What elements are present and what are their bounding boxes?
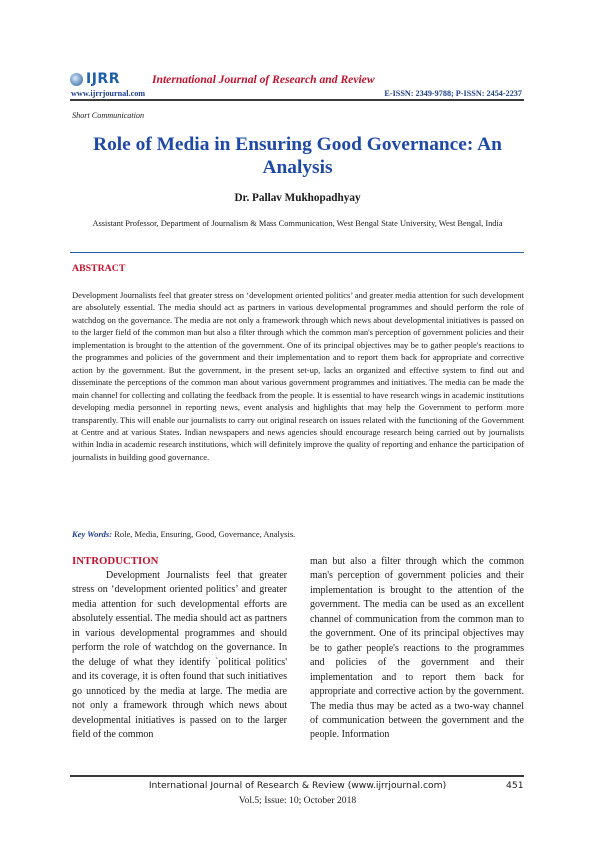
keywords-list: Role, Media, Ensuring, Good, Governance, Analysis. <box>114 529 296 539</box>
logo-text: IJRR <box>86 71 120 87</box>
body-column-right: man but also a filter through which the common man's perception of government policies and their implementation is brought to the attention of the government. The media can be used as an excellent channel of communication from the common man to the government. One of its principal objectives may be to gather people's reactions to the programmes and policies of the government and their implementation and to report them back for appropriate and corrective action by the government. The media thus may be acted as a two-way channel of communication between the government and the people. Information <box>310 556 524 741</box>
footer-volume-line: Vol.5; Issue: 10; October 2018 <box>238 795 357 806</box>
abstract-heading: ABSTRACT <box>72 263 126 274</box>
body-column-left: Development Journalists feel that greater stress on ‘development oriented politics’ and greater media attention for such developmental efforts are absolutely essential. The media should act as partners in various developmental programmes and should perform the role of watchdog on the governance. In the deluge of what they identify `political politics' and its coverage, it is often found that such initiatives go unnoticed by the media at large. The media are not only a framework through which news about developmental initiatives is passed on to the larger field of the common <box>72 570 287 740</box>
author-name: Dr. Pallav Mukhopadhyay <box>234 192 361 204</box>
footer-journal-line: International Journal of Research & Review (www.ijrrjournal.com) <box>148 780 447 791</box>
article-title: Role of Media in Ensuring Good Governance: An Analysis <box>93 134 502 178</box>
page-number: 451 <box>506 780 524 791</box>
journal-website-link[interactable]: www.ijrrjournal.com <box>71 89 146 98</box>
journal-logo <box>70 71 152 88</box>
keywords-line <box>72 529 524 539</box>
journal-name: International Journal of Research and Review <box>152 73 375 86</box>
keywords-label: Key Words: <box>72 529 113 539</box>
article-type: Short Communication <box>72 111 145 120</box>
footer-divider <box>70 775 524 777</box>
introduction-heading: INTRODUCTION <box>72 555 159 567</box>
author-affiliation: Assistant Professor, Department of Journalism & Mass Communication, West Bengal State University, West Bengal, India <box>92 219 503 228</box>
globe-icon <box>70 73 83 86</box>
affiliation-divider <box>70 252 524 253</box>
abstract-text: Development Journalists feel that greater stress on ‘development oriented politics’ and greater media attention for such development are absolutely essential. The media should act as partners in various developmental programmes and should perform the role of watchdog on the governance. The media are not only a framework through which news about developmental initiatives is passed on to the larger field of the common man but also a filter through which the common man's perception of government policies and their implementation is brought to the attention of the government. One of its principal objectives may be to gather people's reactions to the programmes and policies of the government and their implementation and to report them back for appropriate and corrective action by the government. But the government, in the present set-up, lacks an organized and effective system to find out and disseminate the perceptions of the common man about various government programmes and initiatives. The media can be made the main channel for collecting and collating the feedback from the people. It is essential to have research wings in academic institutions developing media personnel in reporting news, event analysis and highlights that may help the Government to perform more transparently. This will enable our journalists to carry out original research on issues related with the functioning of the Government at Centre and at various States. Indian newspapers and news agencies should encourage research being carried out by journalists within India in academic research institutions, which will definitely improve the quality of reporting and enhance the participation of journalists in building good governance. <box>72 290 525 462</box>
issn-text: E-ISSN: 2349-9788; P-ISSN: 2454-2237 <box>384 89 522 98</box>
header-divider <box>70 99 524 101</box>
